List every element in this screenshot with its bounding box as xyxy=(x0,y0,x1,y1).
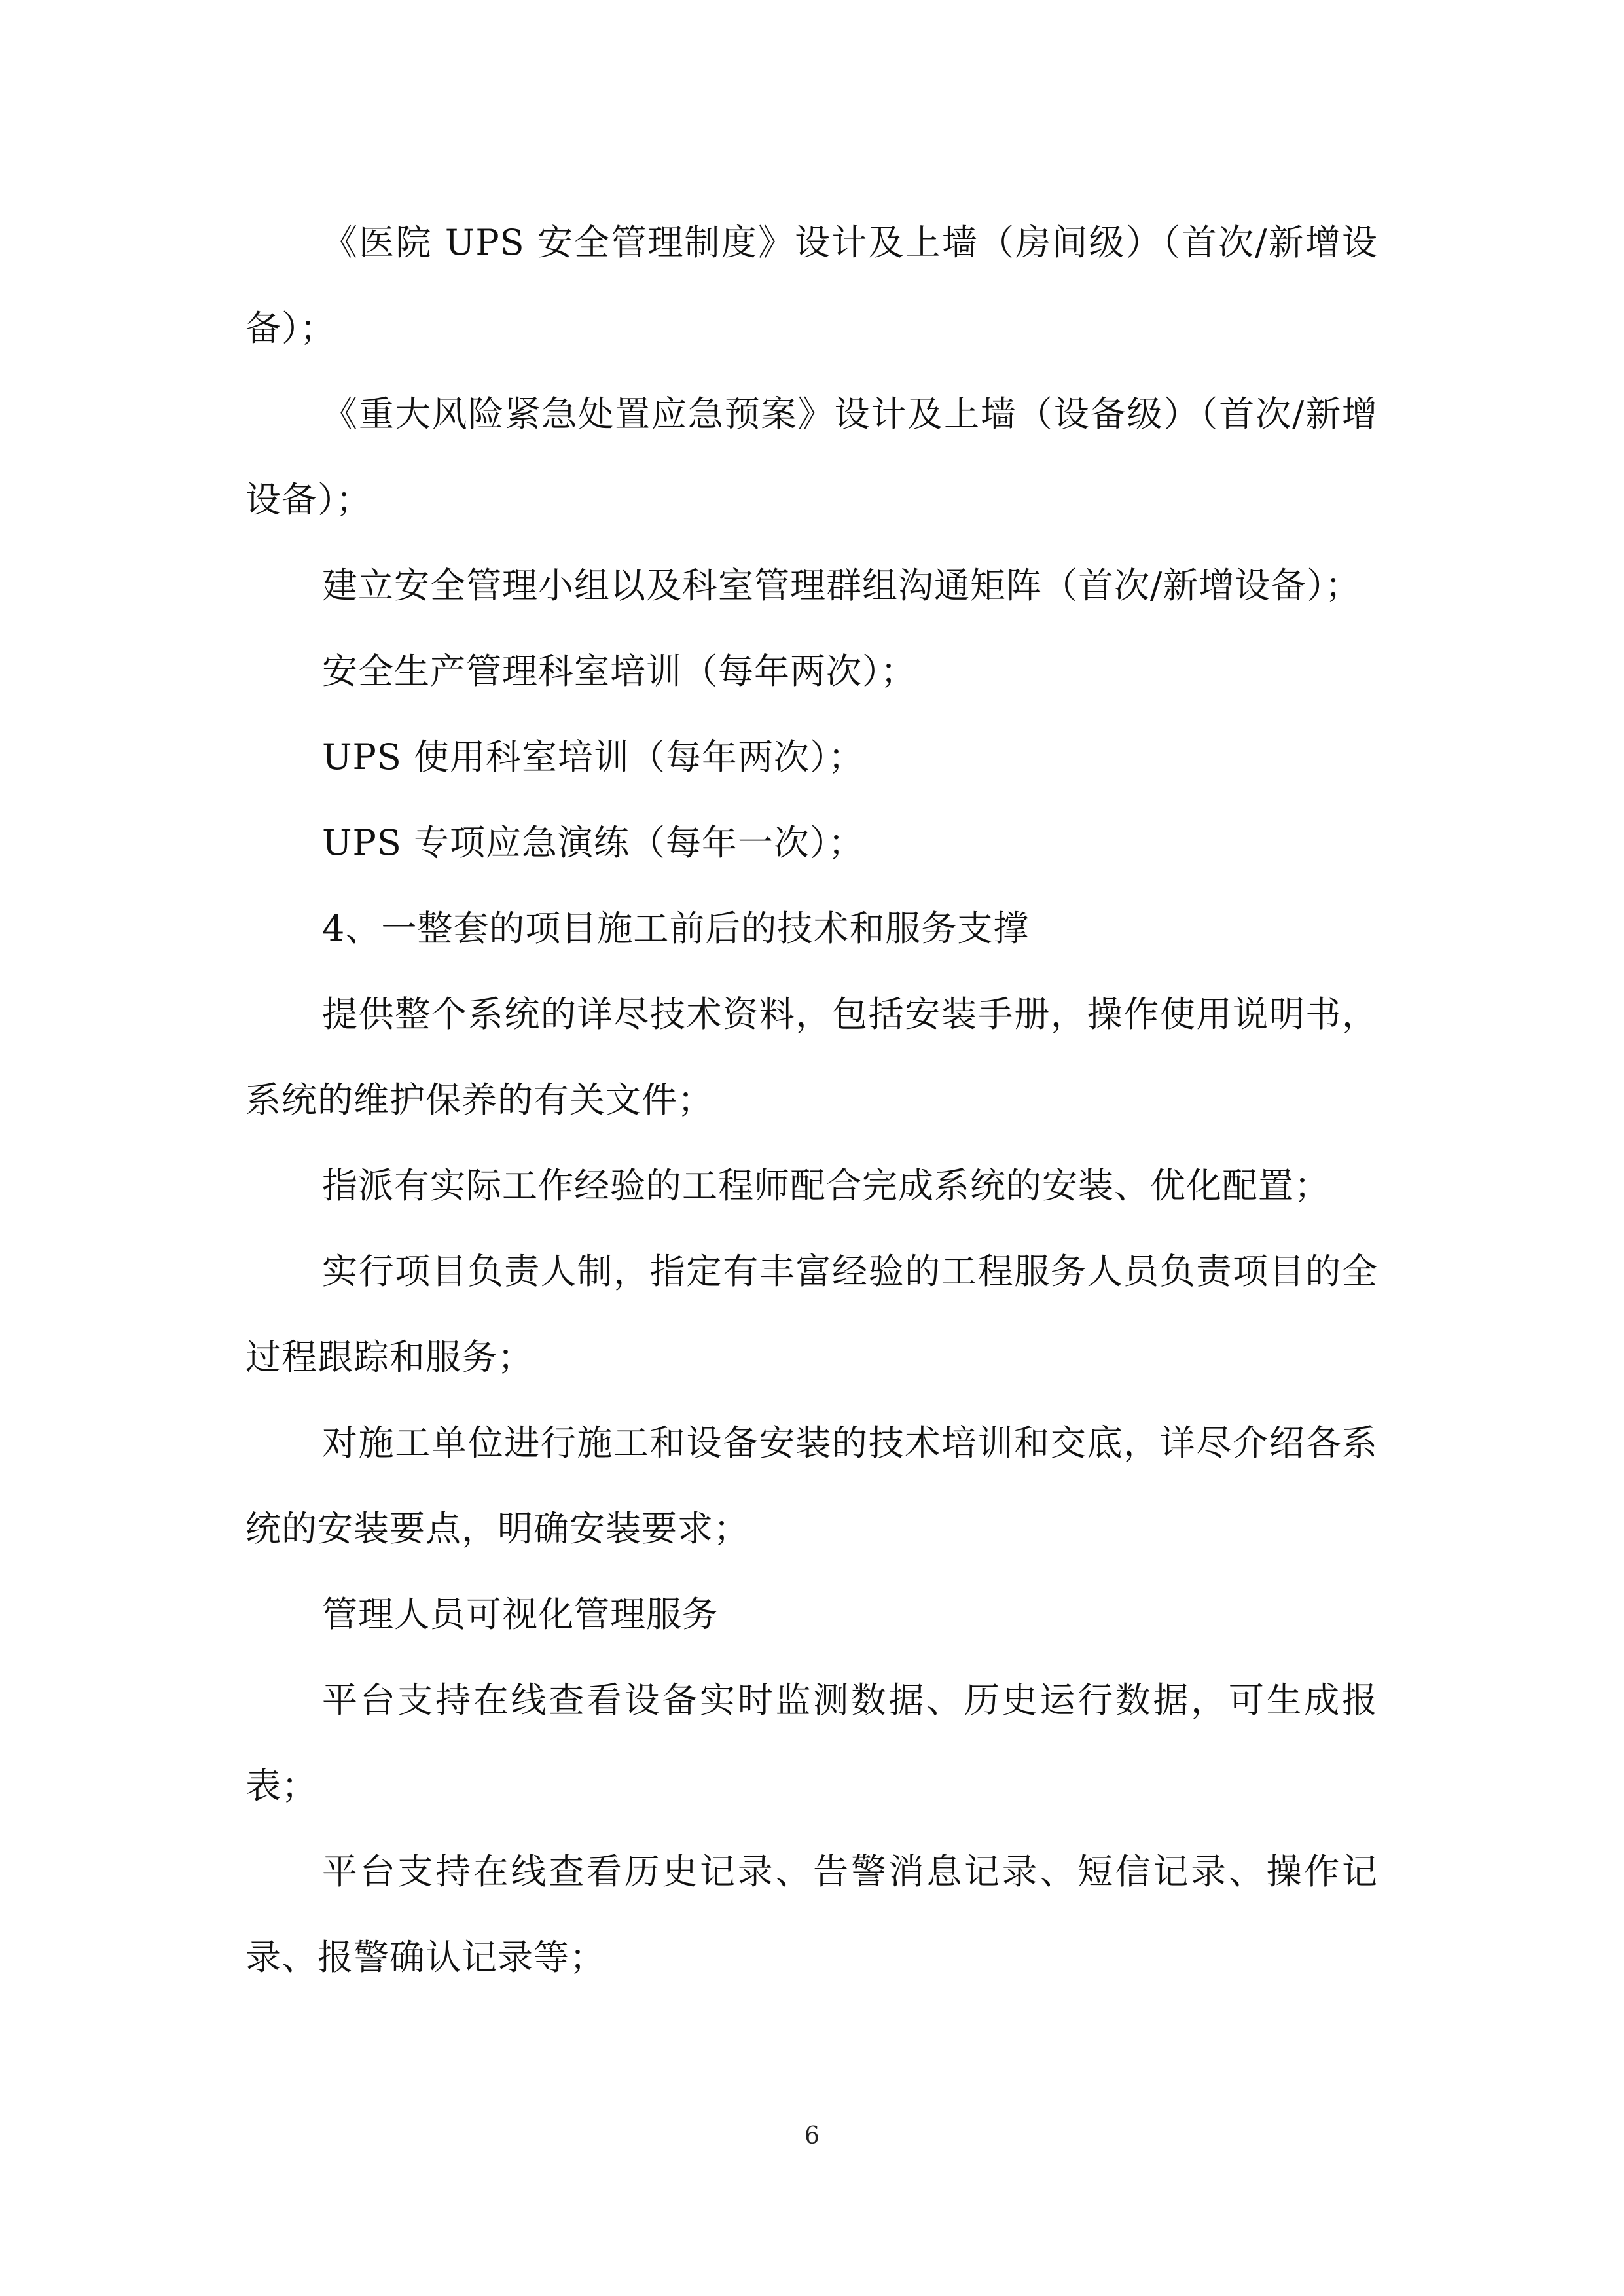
paragraph-platform-monitoring: 平台支持在线查看设备实时监测数据、历史运行数据，可生成报表； xyxy=(245,1679,1378,1806)
paragraph-contractor-training: 对施工单位进行施工和设备安装的技术培训和交底，详尽介绍各系统的安装要点，明确安装要求； xyxy=(245,1422,1378,1549)
paragraph-ups-safety-policy: 《医院 UPS 安全管理制度》设计及上墙（房间级）（首次/新增设备）； xyxy=(245,222,1378,349)
section-heading-tech-support: 4、一整套的项目施工前后的技术和服务支撑 xyxy=(322,908,1030,949)
paragraph-safety-training: 安全生产管理科室培训（每年两次）； xyxy=(322,651,916,692)
body-text xyxy=(245,200,1378,2000)
paragraph-technical-docs: 提供整个系统的详尽技术资料，包括安装手册，操作使用说明书，系统的维护保养的有关文件； xyxy=(245,994,1378,1121)
page-number: 6 xyxy=(804,2123,820,2149)
paragraph-ups-usage-training: UPS 使用科室培训（每年两次）； xyxy=(322,736,865,778)
paragraph-project-manager: 实行项目负责人制，指定有丰富经验的工程服务人员负责项目的全过程跟踪和服务； xyxy=(245,1251,1378,1378)
paragraph-ups-drill: UPS 专项应急演练（每年一次）； xyxy=(322,822,865,863)
paragraph-platform-records: 平台支持在线查看历史记录、告警消息记录、短信记录、操作记录、报警确认记录等； xyxy=(245,1851,1378,1978)
paragraph-safety-group: 建立安全管理小组以及科室管理群组沟通矩阵（首次/新增设备）； xyxy=(322,565,1362,606)
paragraph-engineer-assignment: 指派有实际工作经验的工程师配合完成系统的安装、优化配置； xyxy=(322,1165,1330,1206)
paragraph-visual-management: 管理人员可视化管理服务 xyxy=(322,1594,718,1635)
paragraph-emergency-plan: 《重大风险紧急处置应急预案》设计及上墙（设备级）（首次/新增设备）； xyxy=(245,393,1378,520)
